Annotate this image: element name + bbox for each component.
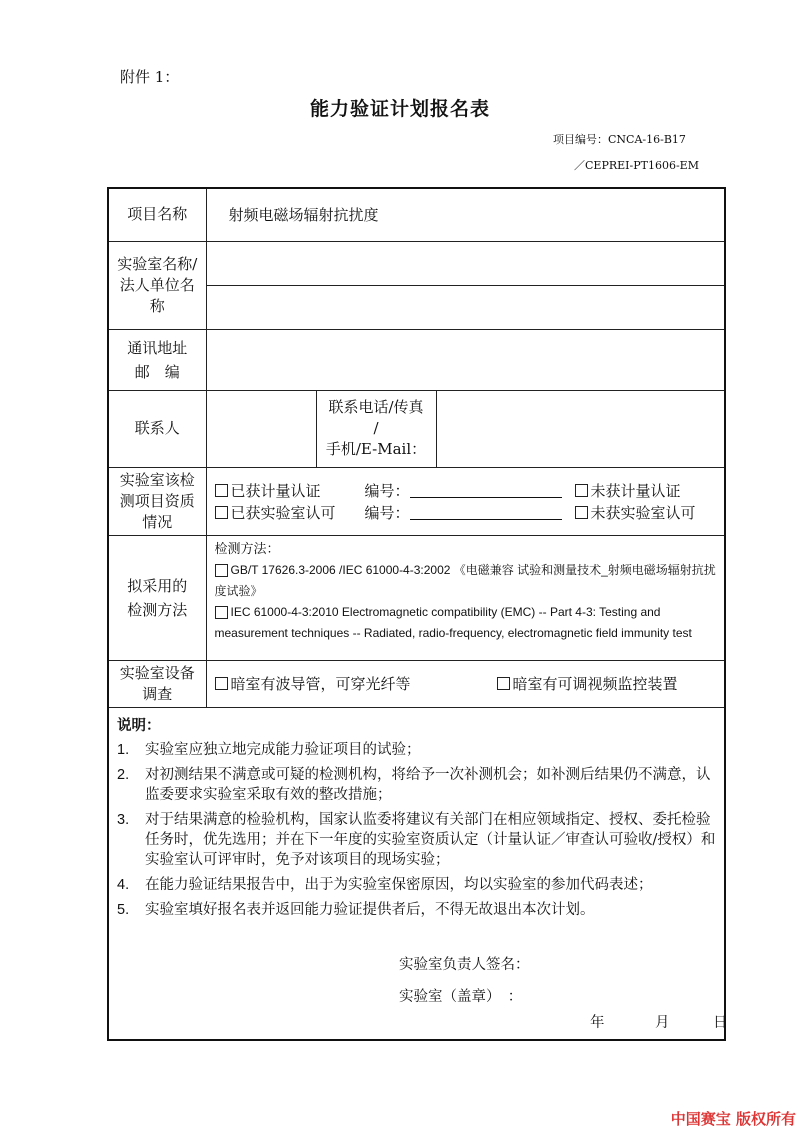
lab-name-label: 实验室名称/法人单位名称 xyxy=(108,241,206,329)
method-option-gb-label: GB/T 17626.3-2006 /IEC 61000-4-3:2002 《电磁兼容 试验和测量技术_射频电磁场辐射抗扰度试验》 xyxy=(214,562,716,598)
note-item xyxy=(117,875,716,895)
project-code-line1: 项目编号：CNCA-16-B17 xyxy=(553,133,686,146)
checkbox-icon xyxy=(215,506,228,519)
equipment-label: 实验室设备调查 xyxy=(108,660,206,707)
checkbox-icon xyxy=(215,606,228,619)
checkbox-icon xyxy=(575,506,588,519)
qual-option-accreditation-label: 已获实验室认可 xyxy=(230,503,336,522)
address-field[interactable] xyxy=(206,329,725,390)
note-item xyxy=(117,765,716,805)
legal-entity-field[interactable] xyxy=(206,285,725,329)
attachment-label: 附件 1： xyxy=(120,68,180,86)
seal-label: 实验室（盖章） ： xyxy=(399,988,523,1005)
note-text: 对于结果满意的检验机构，国家认监委将建议有关部门在相应领域指定、授权、委托检验任务时，优先选用；并在下一年度的实验室资质认定（计量认证／审查认可验收/授权）和实验室认可评审时，免予对该项目的现场实验； xyxy=(145,811,716,868)
note-number: 1. xyxy=(117,741,130,758)
note-text: 在能力验证结果报告中，出于为实验室保密原因，均以实验室的参加代码表述； xyxy=(145,876,653,893)
address-label-line1: 通讯地址 xyxy=(127,338,188,357)
qual-option-no-accreditation-label: 未获实验室认可 xyxy=(590,503,696,522)
equip-option-video[interactable] xyxy=(497,673,678,695)
qual-option-no-metrology-label: 未获计量认证 xyxy=(590,481,681,500)
note-number: 2. xyxy=(117,766,130,783)
note-number: 4. xyxy=(117,876,130,893)
qual-number-label-1: 编号： xyxy=(364,481,410,500)
phone-label-line2: / xyxy=(373,419,379,437)
note-text: 对初测结果不满意或可疑的检测机构，将给予一次补测机会；如补测后结果仍不满意，认监委要求实验室采取有效的整改措施； xyxy=(145,766,711,803)
note-number: 3. xyxy=(117,811,130,828)
checkbox-icon xyxy=(215,484,228,497)
address-label xyxy=(108,329,206,390)
equip-option-waveguide-label: 暗室有波导管，可穿光纤等 xyxy=(230,675,411,693)
method-label: 拟采用的检测方法 xyxy=(108,535,206,660)
phone-label xyxy=(316,390,436,467)
checkbox-icon xyxy=(215,564,228,577)
qual-number-label-2: 编号： xyxy=(364,503,410,522)
equip-option-waveguide[interactable] xyxy=(215,673,497,695)
postcode-label: 邮 编 xyxy=(134,362,180,381)
project-name-value: 射频电磁场辐射抗扰度 xyxy=(206,188,725,241)
day-label: 日 xyxy=(713,1014,728,1031)
note-text: 实验室填好报名表并返回能力验证提供者后，不得无故退出本次计划。 xyxy=(145,901,595,918)
project-name-label: 项目名称 xyxy=(108,188,206,241)
month-label: 月 xyxy=(655,1014,670,1031)
contact-label: 联系人 xyxy=(108,390,206,467)
method-title: 检测方法： xyxy=(214,541,280,557)
signature-label: 实验室负责人签名： xyxy=(399,956,530,973)
note-text: 实验室应独立地完成能力验证项目的试验； xyxy=(145,741,421,758)
qual-number-field-2[interactable] xyxy=(410,505,562,520)
phone-field[interactable] xyxy=(436,390,725,467)
phone-label-line1: 联系电话/传真 xyxy=(328,398,424,416)
note-item xyxy=(117,810,716,870)
checkbox-icon xyxy=(215,677,228,690)
qualification-label: 实验室该检测项目资质情况 xyxy=(108,467,206,535)
year-label: 年 xyxy=(590,1014,605,1031)
registration-form xyxy=(107,187,726,1041)
qual-option-no-accreditation[interactable] xyxy=(575,501,696,523)
contact-field[interactable] xyxy=(206,390,316,467)
page-title: 能力验证计划报名表 xyxy=(309,98,490,120)
checkbox-icon xyxy=(575,484,588,497)
notes-section xyxy=(108,707,728,1040)
checkbox-icon xyxy=(497,677,510,690)
note-item xyxy=(117,740,716,760)
method-option-iec[interactable] xyxy=(215,602,719,644)
qual-number-field-1[interactable] xyxy=(410,483,562,498)
notes-heading: 说明： xyxy=(117,717,161,734)
note-item xyxy=(117,900,716,920)
equip-option-video-label: 暗室有可调视频监控装置 xyxy=(512,675,678,693)
phone-label-line3: 手机/E-Mail： xyxy=(325,440,427,458)
method-option-gb[interactable] xyxy=(215,560,719,602)
note-number: 5. xyxy=(117,901,130,918)
qual-option-no-metrology[interactable] xyxy=(575,479,696,501)
qual-option-metrology-label: 已获计量认证 xyxy=(230,481,321,500)
lab-name-field[interactable] xyxy=(206,241,725,285)
qual-option-metrology[interactable] xyxy=(215,479,365,501)
copyright-watermark: 中国赛宝 版权所有 xyxy=(670,1110,796,1128)
qual-option-accreditation[interactable] xyxy=(215,501,365,523)
method-option-iec-label: IEC 61000-4-3:2010 Electromagnetic compatibility (EMC) -- Part 4-3: Testing and measurement techniques -- Radiated, radio-frequency, electromagnetic field immunity test xyxy=(214,604,692,640)
project-code-line2: ／CEPREI-PT1606-EM xyxy=(574,159,699,172)
